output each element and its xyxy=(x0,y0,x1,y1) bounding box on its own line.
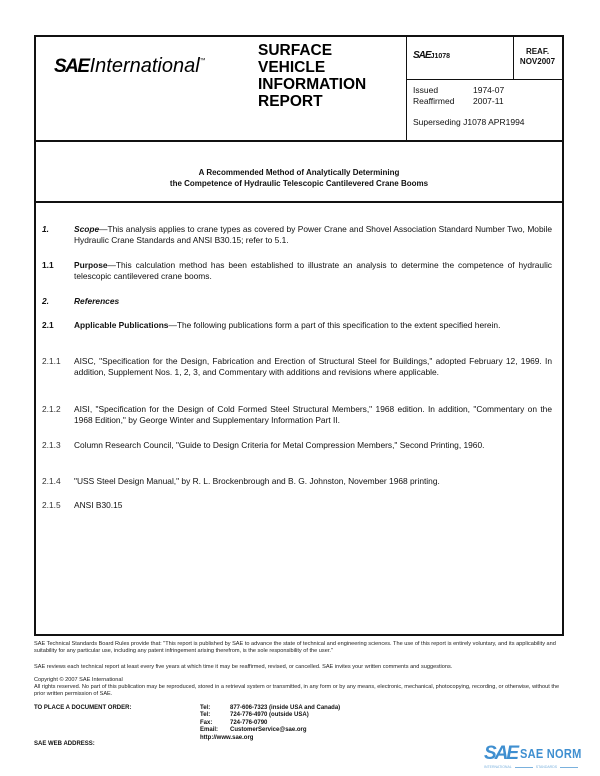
contact-label: Tel: xyxy=(200,712,211,719)
section-number: 2.1.4 xyxy=(42,476,61,486)
reaf-date: NOV2007 xyxy=(519,57,556,66)
contact-label: Email: xyxy=(200,727,219,734)
title-line-2: the Competence of Hydraulic Telescopic Cantilevered Crane Booms xyxy=(169,179,429,188)
sub-right: STANDARDS xyxy=(535,765,558,769)
sae-norm-mark: SAE xyxy=(484,743,518,764)
issued-row xyxy=(413,85,525,96)
section-number: 2.1.1 xyxy=(42,356,61,366)
sae-small-logo: SAE xyxy=(413,50,431,61)
doc-number-row xyxy=(407,37,562,80)
sae-logo-mark: SAE xyxy=(54,56,89,77)
doc-number-value: J1078 xyxy=(430,53,451,60)
order-label: TO PLACE A DOCUMENT ORDER: xyxy=(34,705,132,711)
email-link[interactable]: CustomerService@sae.org xyxy=(230,727,307,734)
superseding-note: Superseding J1078 APR1994 xyxy=(413,117,525,127)
section-number: 2.1.5 xyxy=(42,500,61,510)
section-number: 2.1.3 xyxy=(42,440,61,450)
section-number: 2.1 xyxy=(42,320,54,330)
reaffirmed-label: Reaffirmed xyxy=(413,96,455,106)
sae-international-logo xyxy=(54,55,206,78)
contact-label: Tel: xyxy=(200,705,211,711)
section-text: —The following publications form a part of this specification to the extent specified herein. xyxy=(168,320,501,330)
doc-type-line: INFORMATION xyxy=(258,76,367,93)
document-title xyxy=(36,142,562,203)
reaffirmation-badge xyxy=(513,37,561,79)
contact-value: 877-606-7323 (inside USA and Canada) xyxy=(230,705,341,711)
document-frame xyxy=(34,35,564,636)
web-address-label: SAE WEB ADDRESS: xyxy=(34,741,95,747)
contact-web[interactable] xyxy=(200,735,340,742)
section-heading: References xyxy=(74,296,120,306)
doc-type-line: VEHICLE xyxy=(258,59,326,76)
section-text: Column Research Council, "Guide to Design Criteria for Metal Compression Members," Second Printing, 1960. xyxy=(74,440,485,450)
footer-rules: SAE Technical Standards Board Rules provide that: "This report is published by SAE to advance the state of technical and engineering sciences. The use of this report is entirely voluntary, and its applicability and suitability for any particular use, including any patent infringement arising therefrom, is the sole responsibility of the user." xyxy=(34,641,556,655)
logo-wordmark: International xyxy=(89,55,200,77)
document-type xyxy=(258,42,366,110)
web-link[interactable]: http://www.sae.org xyxy=(200,734,254,741)
contact-list xyxy=(200,705,340,742)
header-info-panel xyxy=(406,37,562,140)
contact-value: 724-776-0790 xyxy=(230,719,268,726)
sae-norm-word: SAE NORM xyxy=(520,746,582,761)
section-number: 1.1 xyxy=(42,260,54,270)
section-text: ANSI B30.15 xyxy=(74,500,123,510)
reaffirmed-row xyxy=(413,96,525,107)
document-number xyxy=(413,50,450,61)
contact-label: Fax: xyxy=(200,719,213,726)
section-text: AISC, "Specification for the Design, Fabrication and Erection of Structural Steel for Buildings," adopted February 12, 1969. In addition, Supplement Nos. 1, 2, 3, and Commentary with additions and revisions where applicable. xyxy=(74,356,552,378)
section-heading: Scope xyxy=(74,224,100,234)
trademark-symbol: ™ xyxy=(199,58,206,64)
issued-label: Issued xyxy=(413,85,439,95)
doc-type-line: REPORT xyxy=(258,93,323,110)
contact-fax xyxy=(200,720,340,727)
section-heading: Purpose xyxy=(74,260,108,270)
section-text: —This analysis applies to crane types as covered by Power Crane and Shovel Association Standard Number Two, Mobile Hydraulic Crane Standards and ANSI B30.15; refer to 5.1. xyxy=(74,224,552,246)
contact-value: 724-776-4970 (outside USA) xyxy=(230,712,309,719)
title-line-1: A Recommended Method of Analytically Determining xyxy=(198,168,400,177)
section-text: —This calculation method has been established to illustrate an analysis to determine the competence of hydraulic telescopic cantilevered crane booms. xyxy=(74,260,552,282)
section-heading: Applicable Publications xyxy=(74,320,169,330)
sub-left: INTERNATIONAL xyxy=(484,765,512,769)
issue-dates xyxy=(413,85,525,128)
reaffirmed-value: 2007-11 xyxy=(473,96,504,106)
footer-copyright: Copyright © 2007 SAE International xyxy=(34,677,123,683)
contact-email[interactable] xyxy=(200,727,340,734)
document-header xyxy=(36,37,562,142)
doc-type-line: SURFACE xyxy=(258,42,333,59)
section-text: AISI, "Specification for the Design of Cold Formed Steel Structural Members," 1968 edition. In addition, "Commentary on the 1968 Edition," by George Winter and Supplementary Information Part II. xyxy=(74,404,552,426)
section-number: 2. xyxy=(42,296,49,306)
contact-tel-intl xyxy=(200,712,340,719)
section-text: "USS Steel Design Manual," by R. L. Brockenbrough and B. G. Johnston, November 1968 printing. xyxy=(74,476,440,486)
issued-value: 1974-07 xyxy=(473,85,505,95)
sae-norm-subtitle xyxy=(484,765,581,769)
footer-rights: All rights reserved. No part of this publication may be reproduced, stored in a retrieval system or transmitted, in any form or by any means, electronic, mechanical, photocopying, recording, or otherwise, without the prior written permission of SAE. xyxy=(34,684,560,698)
sae-norm-watermark-logo xyxy=(484,743,594,773)
section-number: 2.1.2 xyxy=(42,404,61,414)
footer-review: SAE reviews each technical report at least every five years at which time it may be reaffirmed, revised, or cancelled. SAE invites your written comments and suggestions. xyxy=(34,664,453,670)
reaf-label: REAF. xyxy=(525,47,550,56)
section-number: 1. xyxy=(42,224,49,234)
contact-tel-usa xyxy=(200,705,340,712)
